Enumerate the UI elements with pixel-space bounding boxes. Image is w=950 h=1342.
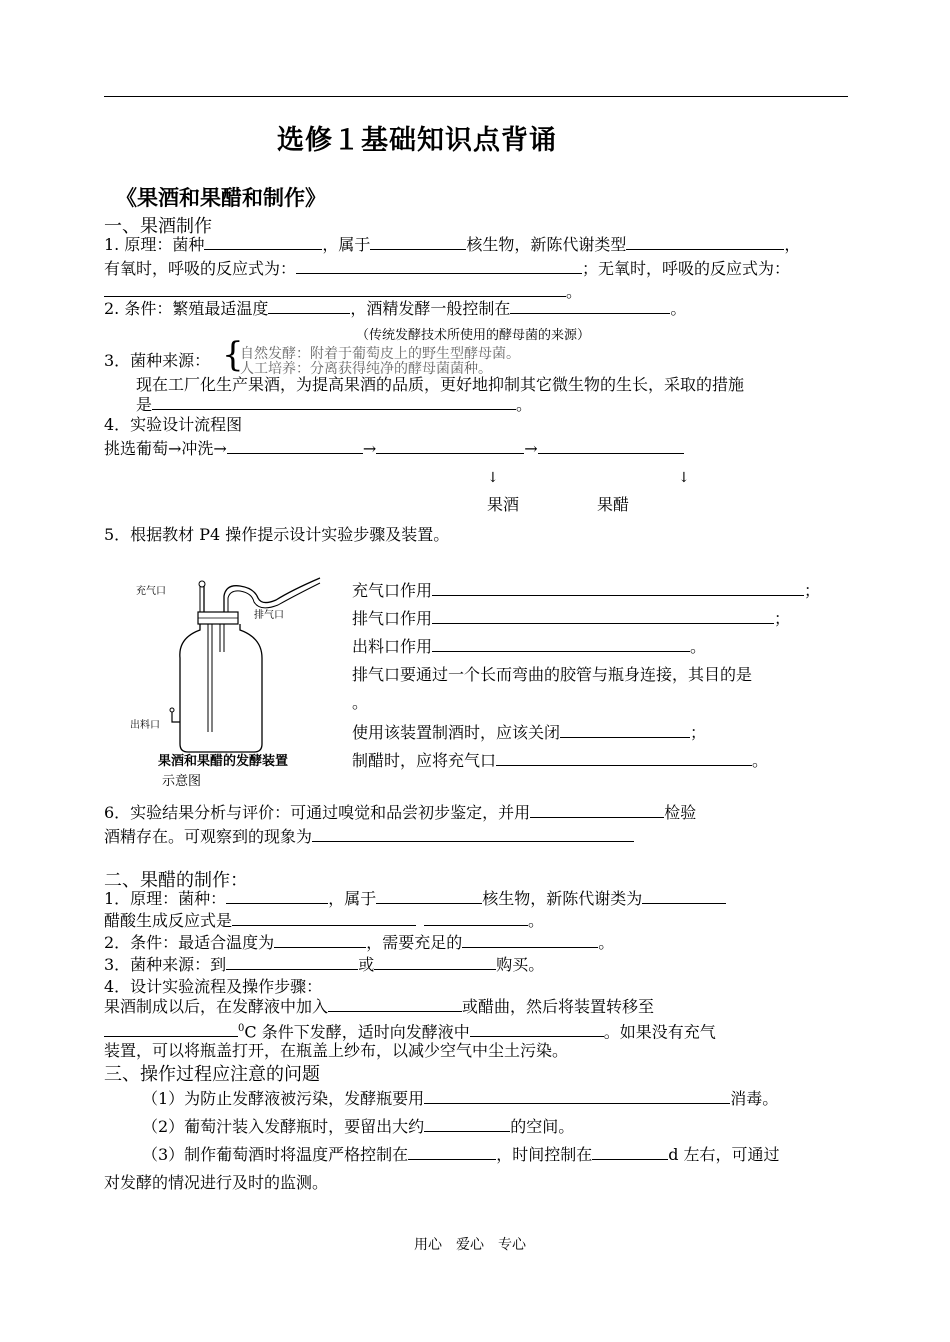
- blank[interactable]: [274, 932, 366, 948]
- blank[interactable]: [374, 954, 496, 970]
- part1-line4: 2. 条件：繁殖最适温度 ，酒精发酵一般控制在 。: [104, 299, 687, 318]
- question-tube-purpose-end: 。: [352, 693, 369, 712]
- question-discharge: 出料口作用 。: [352, 637, 707, 656]
- section-title: 《果酒和果醋和制作》: [116, 186, 326, 210]
- part1-line11: 6．实验结果分析与评价：可通过嗅觉和品尝初步鉴定，并用 检验: [104, 803, 697, 822]
- down-arrow-icon: ↓: [678, 470, 690, 486]
- source-note: （传统发酵技术所使用的酵母菌的来源）: [356, 328, 591, 343]
- blank[interactable]: [470, 1021, 604, 1037]
- blank[interactable]: [642, 888, 726, 904]
- part1-line1: 1. 原理：菌种 ，属于 核生物，新陈代谢类型 ，: [104, 235, 801, 254]
- blank[interactable]: [626, 234, 784, 250]
- blank[interactable]: [560, 722, 690, 738]
- part2-line1: 1．原理：菌种： ，属于 核生物，新陈代谢类为: [104, 888, 726, 910]
- label-inlet: 充气口: [136, 586, 166, 597]
- blank[interactable]: [530, 802, 664, 818]
- part2-line5: 4．设计实验流程及操作步骤：: [104, 977, 323, 996]
- flow-line: 挑选葡萄→冲洗→ → →: [104, 438, 684, 460]
- blank[interactable]: [424, 910, 528, 926]
- label-outlet: 排气口: [254, 610, 284, 621]
- part1-line3: 。: [104, 281, 582, 303]
- blank[interactable]: [424, 1088, 730, 1104]
- blank[interactable]: [462, 932, 598, 948]
- part3-line1: （1）为防止发酵液被污染，发酵瓶要用 消毒。: [142, 1089, 779, 1108]
- blank[interactable]: [370, 234, 466, 250]
- part1-line8: 4．实验设计流程图: [104, 415, 243, 434]
- blank[interactable]: [538, 438, 684, 454]
- question-inlet: 充气口作用 ；: [352, 581, 821, 600]
- blank[interactable]: [312, 826, 634, 842]
- blank[interactable]: [424, 1116, 510, 1132]
- part3-line3: （3）制作葡萄酒时将温度严格控制在 ，时间控制在 d 左右，可通过: [142, 1145, 780, 1164]
- page-title: 选修１基础知识点背诵: [277, 125, 557, 156]
- blank[interactable]: [328, 996, 462, 1012]
- question-vinegar: 制醋时，应将充气口 。: [352, 751, 769, 770]
- figure-caption-2: 示意图: [162, 774, 202, 789]
- part2-line4: 3．菌种来源：到 或 购买。: [104, 955, 545, 974]
- blank[interactable]: [268, 298, 350, 314]
- part1-line12: 酒精存在。可观察到的现象为: [104, 826, 634, 848]
- page-footer: 用心 爱心 专心: [414, 1237, 526, 1253]
- blank[interactable]: [432, 580, 804, 596]
- blank[interactable]: [104, 1021, 238, 1037]
- down-arrow-icon: ↓: [487, 470, 499, 486]
- blank[interactable]: [376, 438, 524, 454]
- blank[interactable]: [204, 234, 322, 250]
- part2-heading: 二、果醋的制作：: [104, 870, 248, 891]
- blank[interactable]: [496, 750, 752, 766]
- blank[interactable]: [104, 281, 566, 297]
- question-close: 使用该装置制酒时，应该关闭 ；: [352, 723, 707, 742]
- part1-line5: 3．菌种来源：: [104, 351, 211, 370]
- label-discharge: 出料口: [130, 720, 160, 731]
- blank[interactable]: [408, 1144, 496, 1160]
- wine-label: 果酒: [487, 495, 520, 514]
- blank[interactable]: [592, 1144, 668, 1160]
- header-rule: [104, 96, 848, 97]
- brace-line2: 人工培养：分离获得纯净的酵母菌菌种。: [240, 361, 492, 377]
- part1-line6: 现在工厂化生产果酒，为提高果酒的品质，更好地抑制其它微生物的生长，采取的措施: [136, 375, 745, 394]
- part1-heading: 一、果酒制作: [104, 216, 212, 237]
- blank[interactable]: [432, 636, 690, 652]
- blank[interactable]: [296, 258, 582, 274]
- part1-line10: 5．根据教材 P4 操作提示设计实验步骤及装置。: [104, 525, 450, 544]
- part1-line2: 有氧时，呼吸的反应式为： ；无氧时，呼吸的反应式为：: [104, 259, 791, 278]
- blank[interactable]: [152, 394, 516, 410]
- part2-line2: 醋酸生成反应式是 。: [104, 911, 545, 930]
- part3-line4: 对发酵的情况进行及时的监测。: [104, 1173, 329, 1192]
- blank[interactable]: [510, 298, 670, 314]
- blank[interactable]: [227, 438, 363, 454]
- fermentation-device-figure: [130, 572, 332, 789]
- blank[interactable]: [376, 888, 482, 904]
- blank[interactable]: [432, 608, 774, 624]
- part3-heading: 三、操作过程应注意的问题: [104, 1064, 320, 1085]
- figure-caption: 果酒和果醋的发酵装置: [158, 754, 289, 769]
- part3-line2: （2）葡萄汁装入发酵瓶时，要留出大约 的空间。: [142, 1117, 575, 1136]
- blank[interactable]: [226, 888, 328, 904]
- question-tube-purpose: 排气口要通过一个长而弯曲的胶管与瓶身连接，其目的是: [352, 665, 753, 684]
- part2-line8: 装置，可以将瓶盖打开，在瓶盖上纱布，以减少空气中尘土污染。: [104, 1041, 569, 1060]
- brace-line1: 自然发酵：附着于葡萄皮上的野生型酵母菌。: [240, 346, 520, 362]
- part2-line6: 果酒制成以后，在发酵液中加入 或醋曲，然后将装置转移至: [104, 997, 655, 1016]
- blank[interactable]: [226, 954, 358, 970]
- part1-line7: 是 。: [136, 395, 533, 414]
- part2-line7: $^0$C 条件下发酵，适时向发酵液中 。如果没有充气: [104, 1018, 716, 1043]
- question-outlet: 排气口作用 ；: [352, 609, 791, 628]
- part2-line3: 2．条件：最适合温度为 ，需要充足的 。: [104, 933, 615, 952]
- brace-symbol: {: [222, 335, 244, 375]
- vinegar-label: 果醋: [597, 495, 630, 514]
- blank[interactable]: [232, 910, 416, 926]
